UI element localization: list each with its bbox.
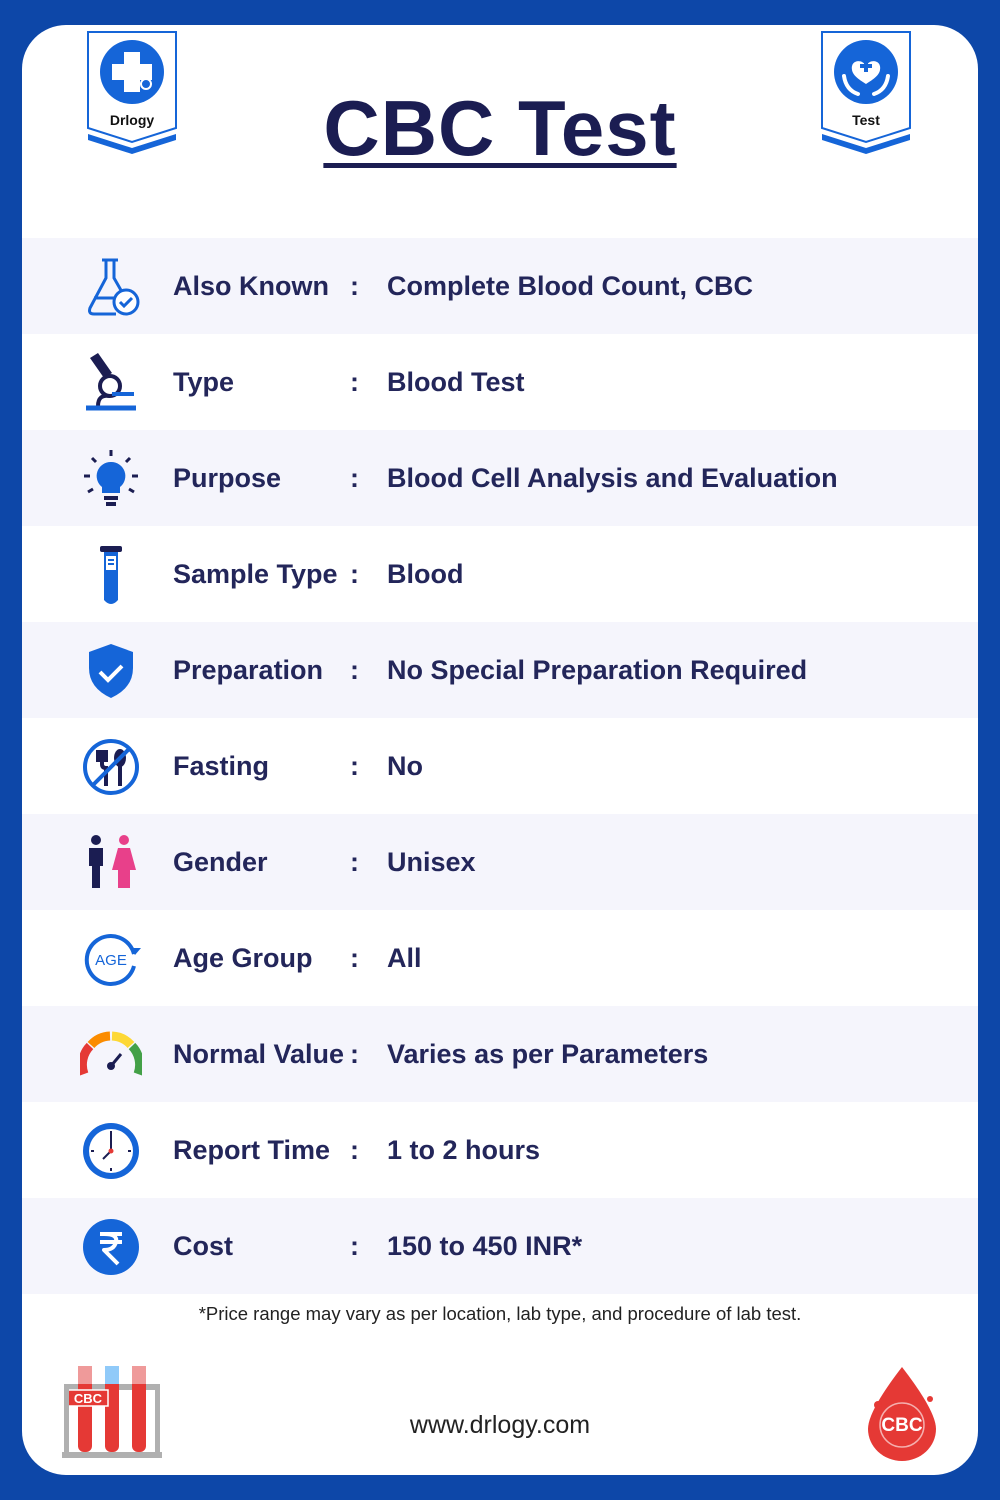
row-preparation (22, 622, 978, 718)
row-colon: : (350, 559, 359, 589)
row-label: Also Known (173, 271, 329, 301)
test-badge-label: Test (852, 112, 880, 128)
row-report-time (22, 1102, 978, 1198)
left-logo-text: CBC (73, 1391, 103, 1406)
info-table (22, 238, 978, 1294)
row-colon: : (350, 847, 359, 877)
row-colon: : (350, 751, 359, 781)
row-colon: : (350, 463, 359, 493)
row-value: Unisex (387, 847, 476, 877)
row-value: 150 to 450 INR* (387, 1231, 583, 1261)
row-colon: : (350, 367, 359, 397)
row-cost (22, 1198, 978, 1294)
cbc-tubes-logo (60, 1360, 164, 1460)
row-normal-value (22, 1006, 978, 1102)
row-colon: : (350, 655, 359, 685)
age-circle-icon (80, 928, 142, 990)
clock-icon (80, 1120, 142, 1182)
row-value: Varies as per Parameters (387, 1039, 709, 1069)
row-fasting (22, 718, 978, 814)
page-title: CBC Test (323, 84, 677, 172)
row-label: Normal Value (173, 1039, 345, 1069)
row-label: Fasting (173, 751, 270, 781)
cbc-blood-drop-logo (862, 1363, 942, 1461)
svg-text:AGE: AGE (95, 952, 127, 969)
test-tube-icon (80, 544, 142, 606)
row-label: Purpose (173, 463, 282, 493)
row-label: Preparation (173, 655, 324, 685)
row-colon: : (350, 1231, 359, 1261)
row-label: Sample Type (173, 559, 338, 589)
infographic-card (22, 25, 978, 1475)
right-logo-text: CBC (881, 1415, 923, 1436)
row-colon: : (350, 943, 359, 973)
row-value: Blood Test (387, 367, 525, 397)
website-link[interactable]: www.drlogy.com (409, 1411, 591, 1439)
row-purpose (22, 430, 978, 526)
row-label: Age Group (173, 943, 313, 973)
male-female-icon (80, 832, 142, 894)
row-colon: : (350, 1039, 359, 1069)
gauge-icon (80, 1024, 142, 1086)
shield-check-icon (80, 640, 142, 702)
row-sample-type (22, 526, 978, 622)
row-label: Gender (173, 847, 268, 877)
price-disclaimer: *Price range may vary as per location, lab type, and procedure of lab test. (198, 1303, 802, 1324)
row-value: No (387, 751, 423, 781)
row-age-group (22, 910, 978, 1006)
row-value: Blood Cell Analysis and Evaluation (387, 463, 838, 493)
row-also-known (22, 238, 978, 334)
row-label: Cost (173, 1231, 233, 1261)
microscope-icon (80, 352, 142, 414)
row-value: Complete Blood Count, CBC (387, 271, 753, 301)
no-fork-spoon-icon (80, 736, 142, 798)
row-value: All (387, 943, 422, 973)
row-gender (22, 814, 978, 910)
row-label: Report Time (173, 1135, 331, 1165)
drlogy-badge-label: Drlogy (109, 112, 155, 128)
row-value: No Special Preparation Required (387, 655, 808, 685)
row-colon: : (350, 271, 359, 301)
row-type (22, 334, 978, 430)
row-label: Type (173, 367, 235, 397)
rupee-icon (80, 1216, 142, 1278)
row-colon: : (350, 1135, 359, 1165)
row-value: 1 to 2 hours (387, 1135, 541, 1165)
row-value: Blood (387, 559, 464, 589)
lightbulb-icon (80, 448, 142, 510)
flask-check-icon (80, 256, 142, 318)
